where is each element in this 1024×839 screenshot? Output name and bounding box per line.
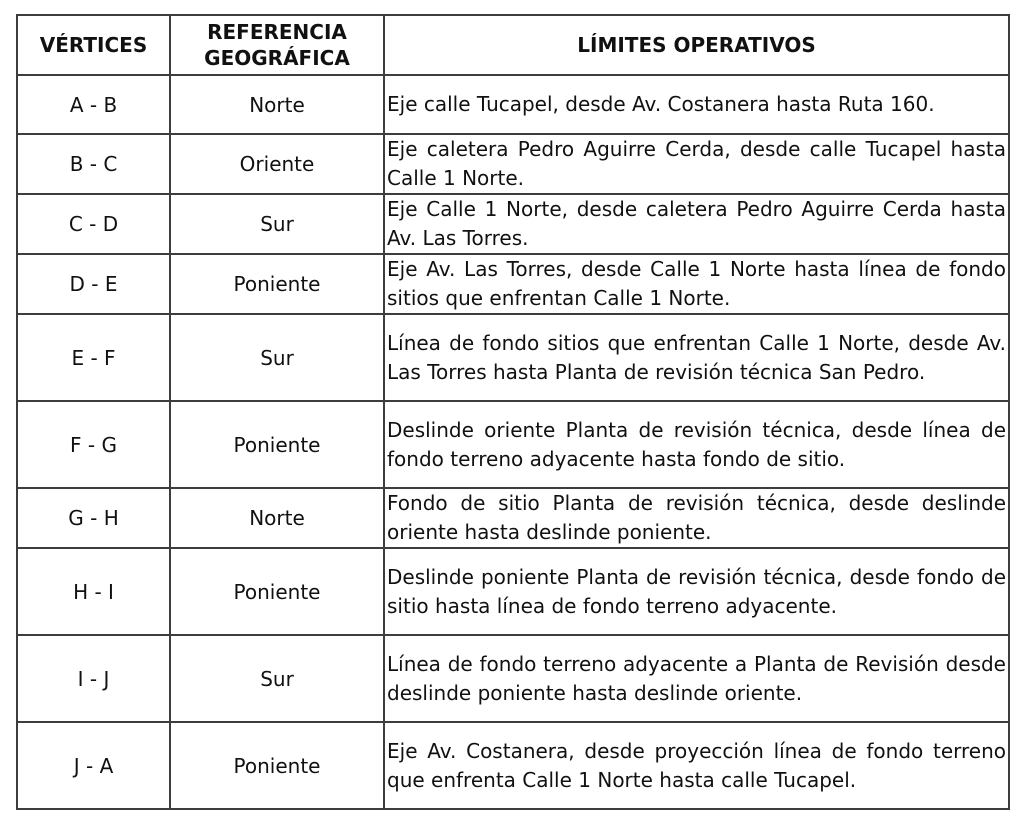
limites-cell: Deslinde poniente Planta de revisión técnica, desde fondo de sitio hasta línea de fondo terreno adyacente. [384, 548, 1009, 635]
table-row [17, 254, 1009, 314]
limites-cell: Deslinde oriente Planta de revisión técnica, desde línea de fondo terreno adyacente hasta fondo de sitio. [384, 401, 1009, 488]
limites-cell: Línea de fondo sitios que enfrentan Calle 1 Norte, desde Av. Las Torres hasta Planta de revisión técnica San Pedro. [384, 314, 1009, 401]
limites-cell: Eje Calle 1 Norte, desde caletera Pedro Aguirre Cerda hasta Av. Las Torres. [384, 194, 1009, 254]
limites-cell: Eje calle Tucapel, desde Av. Costanera hasta Ruta 160. [384, 75, 1009, 134]
header-limites-operativos: LÍMITES OPERATIVOS [384, 15, 1009, 75]
referencia-cell: Sur [170, 635, 384, 722]
table-row [17, 134, 1009, 194]
vertices-cell: C - D [17, 194, 170, 254]
table-header-row [17, 15, 1009, 75]
table-row [17, 548, 1009, 635]
referencia-cell: Norte [170, 75, 384, 134]
referencia-cell: Poniente [170, 548, 384, 635]
limites-cell: Eje caletera Pedro Aguirre Cerda, desde calle Tucapel hasta Calle 1 Norte. [384, 134, 1009, 194]
operative-limits-table [16, 14, 1010, 810]
referencia-cell: Sur [170, 314, 384, 401]
referencia-cell: Poniente [170, 401, 384, 488]
limites-cell: Eje Av. Las Torres, desde Calle 1 Norte hasta línea de fondo sitios que enfrentan Calle 1 Norte. [384, 254, 1009, 314]
header-vertices: VÉRTICES [17, 15, 170, 75]
limites-cell: Fondo de sitio Planta de revisión técnica, desde deslinde oriente hasta deslinde poniente. [384, 488, 1009, 548]
table-row [17, 314, 1009, 401]
vertices-cell: H - I [17, 548, 170, 635]
vertices-cell: J - A [17, 722, 170, 809]
header-referencia-geografica: REFERENCIA GEOGRÁFICA [170, 15, 384, 75]
referencia-cell: Norte [170, 488, 384, 548]
table-row [17, 488, 1009, 548]
table-row [17, 635, 1009, 722]
vertices-cell: B - C [17, 134, 170, 194]
referencia-cell: Sur [170, 194, 384, 254]
vertices-cell: E - F [17, 314, 170, 401]
referencia-cell: Poniente [170, 722, 384, 809]
table-row [17, 75, 1009, 134]
vertices-cell: F - G [17, 401, 170, 488]
referencia-cell: Poniente [170, 254, 384, 314]
table-row [17, 401, 1009, 488]
table-row [17, 194, 1009, 254]
table-row [17, 722, 1009, 809]
vertices-cell: A - B [17, 75, 170, 134]
vertices-cell: G - H [17, 488, 170, 548]
vertices-cell: I - J [17, 635, 170, 722]
vertices-cell: D - E [17, 254, 170, 314]
limites-cell: Línea de fondo terreno adyacente a Planta de Revisión desde deslinde poniente hasta deslinde oriente. [384, 635, 1009, 722]
referencia-cell: Oriente [170, 134, 384, 194]
limites-cell: Eje Av. Costanera, desde proyección línea de fondo terreno que enfrenta Calle 1 Norte hasta calle Tucapel. [384, 722, 1009, 809]
